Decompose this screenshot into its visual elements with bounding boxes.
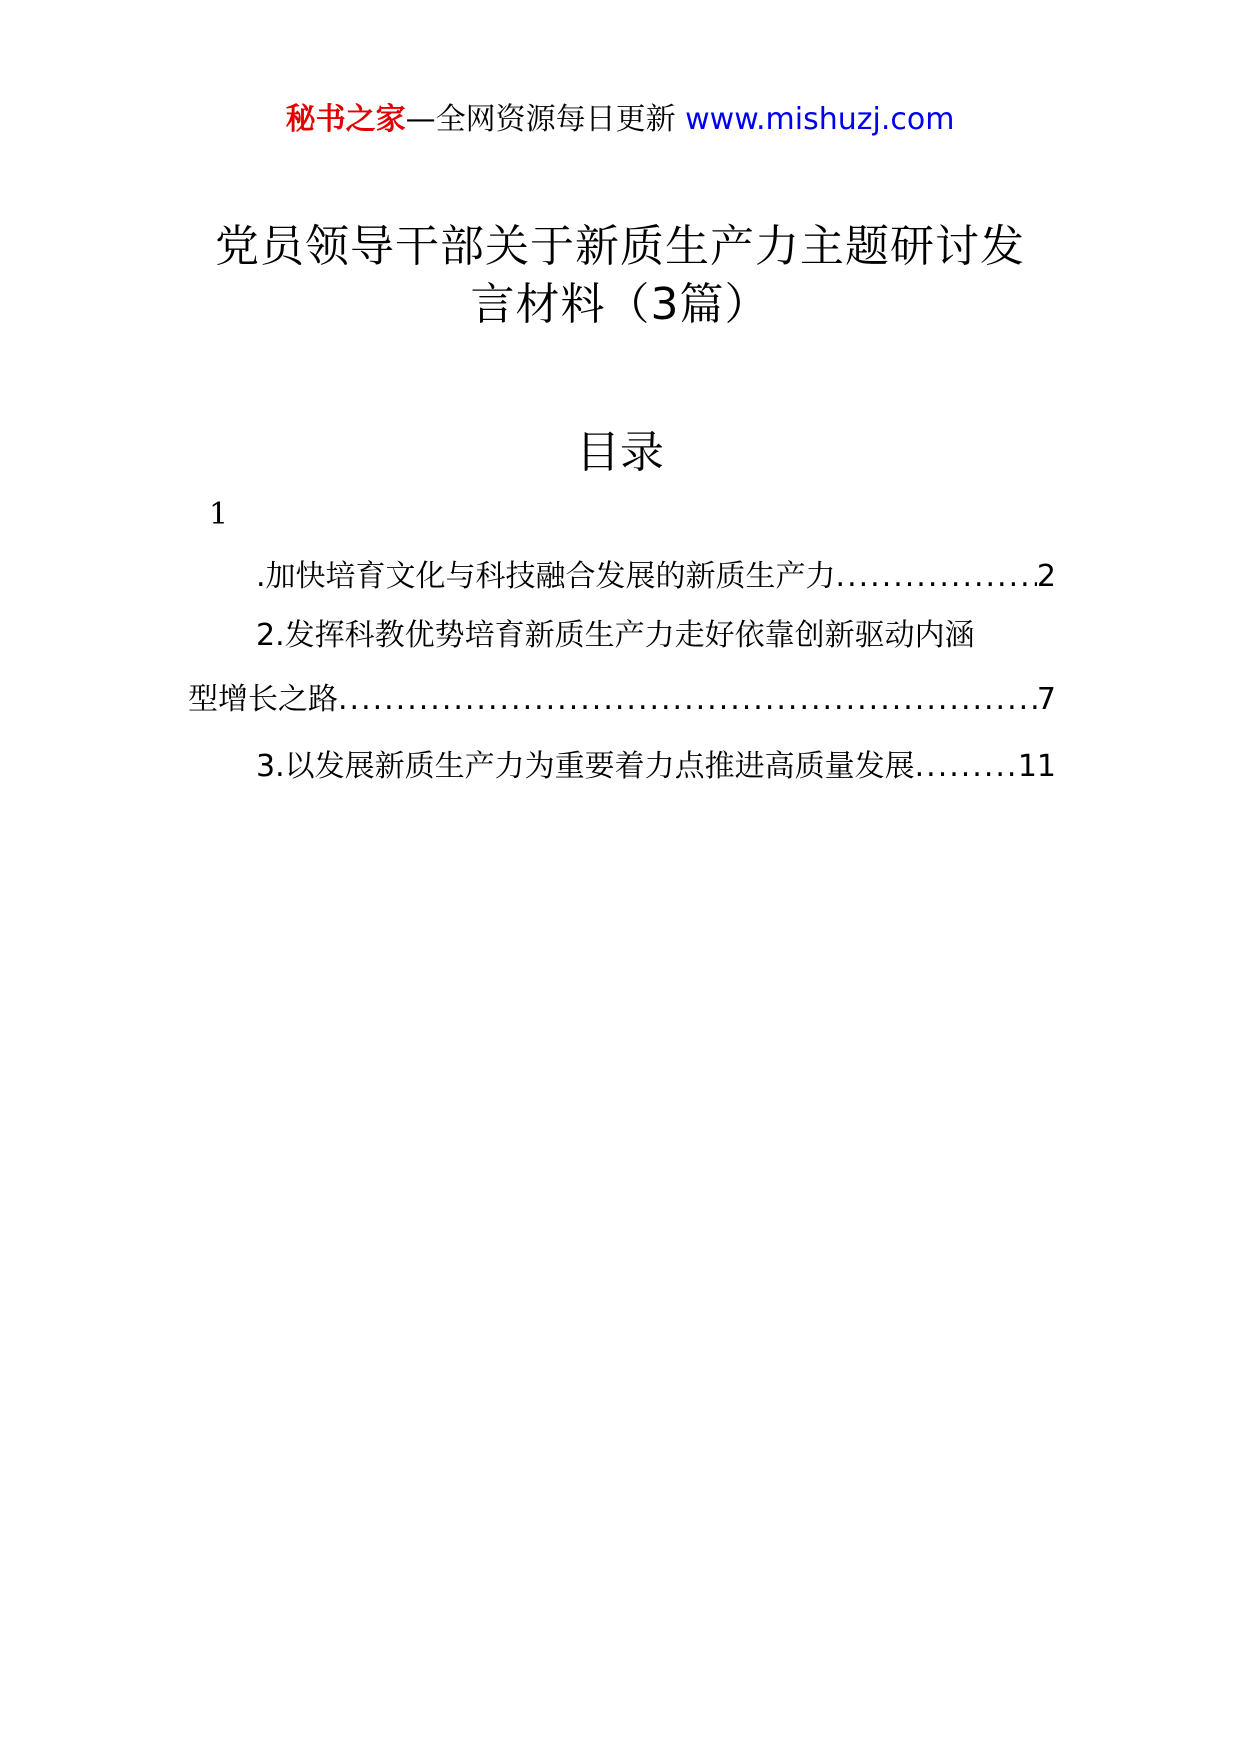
site-header [0, 100, 1240, 140]
toc-entry-1[interactable] [188, 545, 1056, 609]
toc-entry-3-page: 11 [1017, 749, 1056, 784]
toc-entry-3-line [188, 735, 1056, 799]
document-title [190, 218, 1050, 334]
site-url-link[interactable]: www.mishuzj.com [685, 102, 955, 137]
toc-leader-dots [915, 735, 1018, 799]
toc-entry-2-line-2 [188, 668, 1056, 732]
toc-leader-dots [836, 545, 1037, 609]
toc-entry-3[interactable] [188, 735, 1056, 799]
toc-entry-2-page: 7 [1036, 682, 1056, 717]
toc-entry-1-line [188, 545, 1056, 609]
toc-entry-2-text-line-2: 型增长之路 [188, 682, 338, 717]
toc-entry-2-line-1 [188, 604, 1056, 668]
toc-entry-2[interactable] [188, 604, 1056, 732]
page-number-marker: 1 [209, 497, 229, 532]
toc-heading: 目录 [576, 427, 664, 478]
toc-entry-1-page: 2 [1036, 559, 1056, 594]
toc-leader-dots [338, 668, 1037, 732]
document-title-line-2: 言材料（3篇） [470, 279, 770, 330]
toc-entry-1-text: .加快培育文化与科技融合发展的新质生产力 [256, 559, 836, 594]
document-title-line-1: 党员领导干部关于新质生产力主题研讨发 [215, 221, 1025, 272]
header-tagline: —全网资源每日更新 [405, 102, 686, 137]
brand-name: 秘书之家 [285, 102, 406, 137]
toc-entry-2-text-line-1: 2.发挥科教优势培育新质生产力走好依靠创新驱动内涵 [256, 618, 975, 653]
toc-entry-3-text: 3.以发展新质生产力为重要着力点推进高质量发展 [256, 749, 915, 784]
